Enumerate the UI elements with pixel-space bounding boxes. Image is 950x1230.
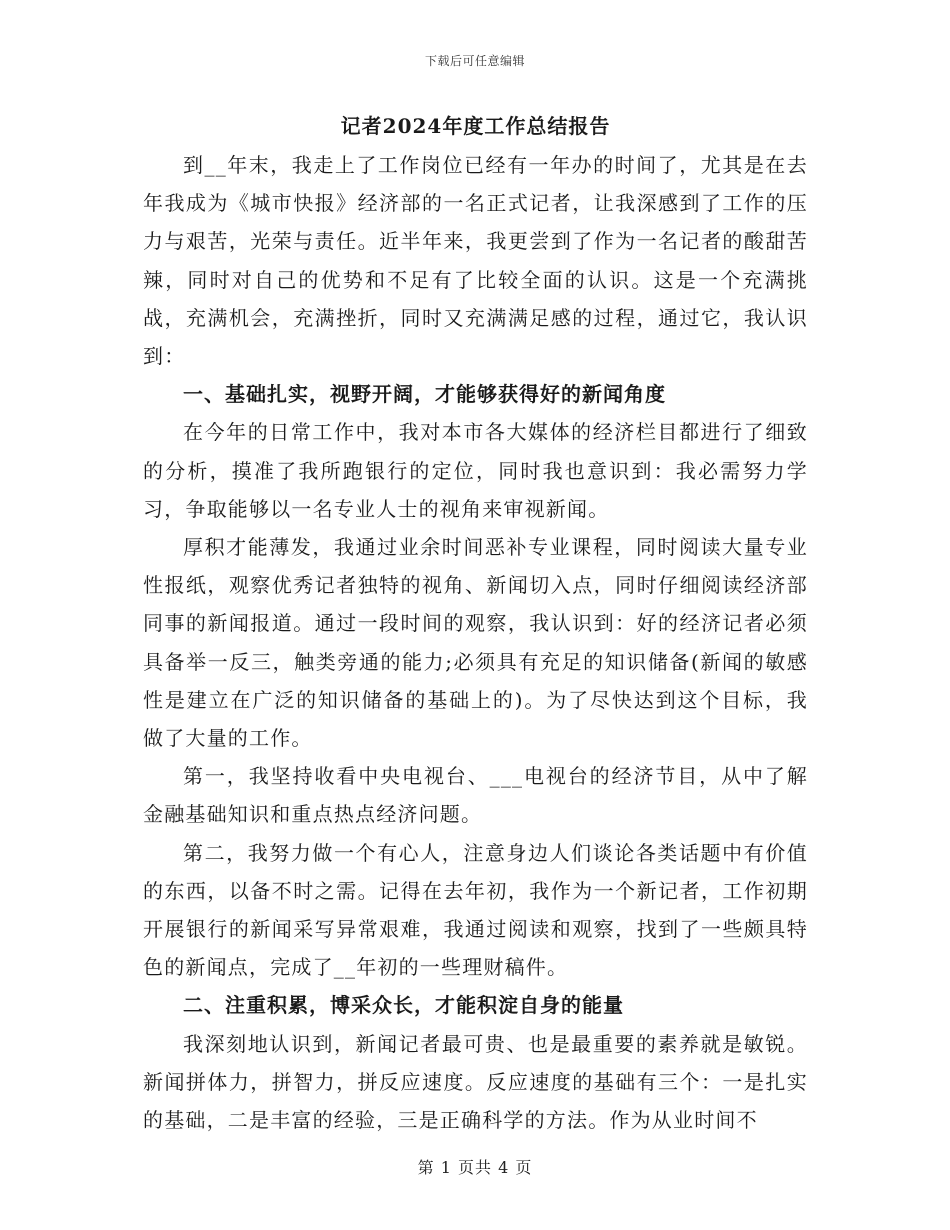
header-note: 下载后可任意编辑 [424,54,525,68]
paragraph-sensitivity: 我深刻地认识到，新闻记者最可贵、也是最重要的素养就是敏锐。新闻拼体力，拼智力，拼反应速度。反应速度的基础有三个：一是扎实的基础，二是丰富的经验，三是正确科学的方法。作为从业时间不 [143,1031,808,1133]
section-heading-2: 二、注重积累，博采众长，才能积淀自身的能量 [183,993,624,1018]
document-title: 记者2024年度工作总结报告 [340,114,611,138]
page-number: 第 1 页共 4 页 [417,1158,533,1177]
section-heading-1: 一、基础扎实，视野开阔，才能够获得好的新闻角度 [183,382,666,407]
paragraph-second: 第二，我努力做一个有心人，注意身边人们谈论各类话题中有价值的东西，以备不时之需。记得在去年初，我作为一个新记者，工作初期开展银行的新闻采写异常艰难，我通过阅读和观察，找到了一些颇具特色的新闻点，完成了__年初的一些理财稿件。 [143,840,808,980]
paragraph-daily-work: 在今年的日常工作中，我对本市各大媒体的经济栏目都进行了细致的分析，摸准了我所跑银行的定位，同时我也意识到：我必需努力学习，争取能够以一名专业人士的视角来审视新闻。 [143,420,808,521]
paragraph-first: 第一，我坚持收看中央电视台、___电视台的经济节目，从中了解金融基础知识和重点热点经济问题。 [143,764,808,827]
paragraph-intro: 到__年末，我走上了工作岗位已经有一年办的时间了，尤其是在去年我成为《城市快报》经济部的一名正式记者，让我深感到了工作的压力与艰苦，光荣与责任。近半年来，我更尝到了作为一名记者的酸甜苦辣，同时对自己的优势和不足有了比较全面的认识。这是一个充满挑战，充满机会，充满挫折，同时又充满满足感的过程，通过它，我认识到： [143,153,808,369]
document-body [143,108,808,1139]
paragraph-accumulation: 厚积才能薄发，我通过业余时间恶补专业课程，同时阅读大量专业性报纸，观察优秀记者独特的视角、新闻切入点，同时仔细阅读经济部同事的新闻报道。通过一段时间的观察，我认识到：好的经济记者必须具备举一反三，触类旁通的能力;必须具有充足的知识储备(新闻的敏感性是建立在广泛的知识储备的基础上的)。为了尽快达到这个目标，我做了大量的工作。 [143,535,808,751]
